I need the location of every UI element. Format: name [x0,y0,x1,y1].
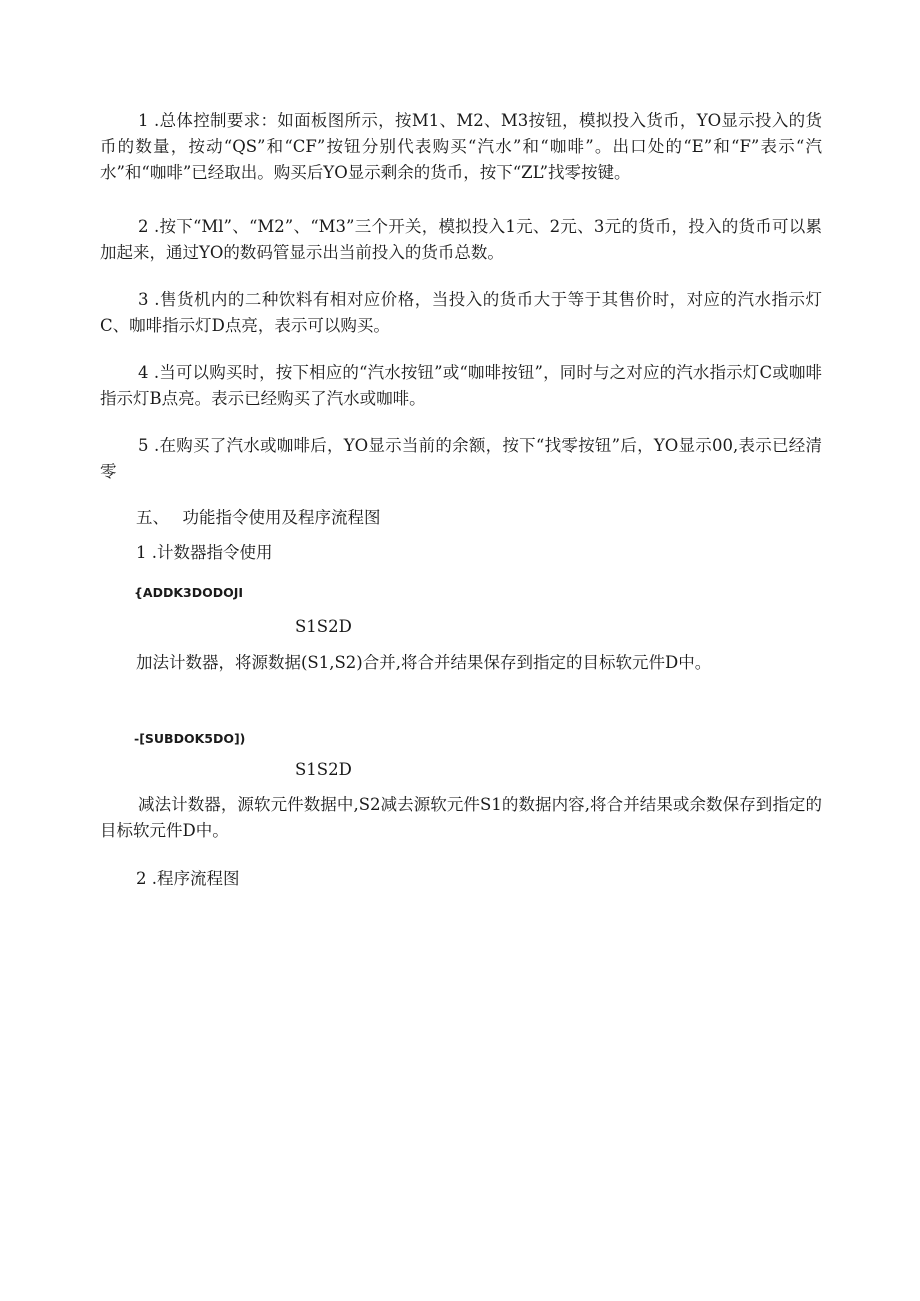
paragraph-4: 4 .当可以购买时，按下相应的“汽水按钮”或“咖啡按钮”，同时与之对应的汽水指示灯C或咖啡指示灯B点亮。表示已经购买了汽水或咖啡。 [100,363,822,408]
sub-heading-counter-instructions: 1 .计数器指令使用 [136,543,273,562]
add-instruction-code: {ADDK3DODOJI [134,585,244,600]
section-heading: 五、 功能指令使用及程序流程图 [136,508,381,527]
paragraph-2: 2 .按下“Ml”、“M2”、“M3”三个开关，模拟投入1元、2元、3元的货币，投入的货币可以累加起来，通过YO的数码管显示出当前投入的货币总数。 [100,217,822,262]
sub-instruction-code: -[SUBDOK5DO]) [134,731,246,746]
paragraph-3: 3 .售货机内的二种饮料有相对应价格，当投入的货币大于等于其售价时，对应的汽水指示灯C、咖啡指示灯D点亮，表示可以购买。 [100,290,822,335]
sub-instruction-description: 减法计数器，源软元件数据中,S2减去源软元件S1的数据内容,将合并结果或余数保存到指定的目标软元件D中。 [100,795,822,840]
add-instruction-description: 加法计数器，将源数据(S1,S2)合并,将合并结果保存到指定的目标软元件D中。 [136,653,712,672]
add-instruction-operands: S1S2D [295,617,352,636]
paragraph-5: 5 .在购买了汽水或咖啡后，YO显示当前的余额，按下“找零按钮”后，YO显示00,表示已经清零 [100,436,822,481]
paragraph-1: 1 .总体控制要求：如面板图所示，按M1、M2、M3按钮，模拟投入货币，YO显示投入的货币的数量，按动“QS”和“CF”按钮分别代表购买“汽水”和“咖啡”。出口处的“E”和“F”表示“汽水”和“咖啡”已经取出。购买后YO显示剩余的货币，按下“ZL”找零按键。 [100,111,822,182]
sub-instruction-operands: S1S2D [295,760,352,779]
sub-heading-flowchart: 2 .程序流程图 [136,869,240,888]
